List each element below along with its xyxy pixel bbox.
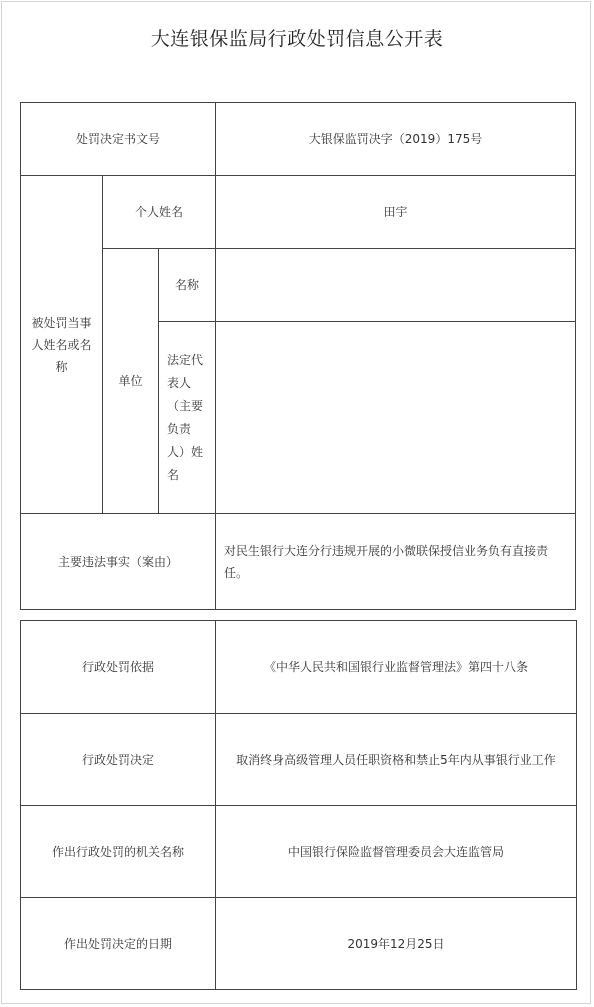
individual-name-value: 田宇 — [216, 176, 576, 249]
violation-label: 主要违法事实（案由） — [21, 514, 216, 610]
party-label: 被处罚当事人姓名或名称 — [21, 176, 103, 514]
decision-doc-no-label: 处罚决定书文号 — [21, 103, 216, 176]
penalty-info-table-bottom — [20, 620, 577, 990]
unit-name-value — [216, 249, 576, 322]
violation-value: 对民生银行大连分行违规开展的小微联保授信业务负有直接责任。 — [216, 514, 576, 610]
table-row — [21, 806, 577, 898]
legal-rep-value — [216, 322, 576, 514]
decision-value: 取消终身高级管理人员任职资格和禁止5年内从事银行业工作 — [216, 714, 577, 806]
table-row — [21, 621, 577, 714]
unit-name-label: 名称 — [159, 249, 216, 322]
authority-label: 作出行政处罚的机关名称 — [21, 806, 216, 898]
legal-rep-label: 法定代表人（主要负责人）姓名 — [159, 322, 216, 514]
date-label: 作出处罚决定的日期 — [21, 898, 216, 990]
basis-label: 行政处罚依据 — [21, 621, 216, 714]
table-row — [21, 514, 576, 610]
decision-doc-no-value: 大银保监罚决字（2019）175号 — [216, 103, 576, 176]
unit-label: 单位 — [103, 249, 159, 514]
decision-label: 行政处罚决定 — [21, 714, 216, 806]
table-row — [21, 898, 577, 990]
page-title: 大连银保监局行政处罚信息公开表 — [150, 28, 444, 50]
date-value: 2019年12月25日 — [216, 898, 577, 990]
individual-name-label: 个人姓名 — [103, 176, 216, 249]
authority-value: 中国银行保险监督管理委员会大连监管局 — [216, 806, 577, 898]
table-row — [21, 176, 576, 249]
table-row — [21, 103, 576, 176]
penalty-info-table-top — [20, 102, 576, 610]
basis-value: 《中华人民共和国银行业监督管理法》第四十八条 — [216, 621, 577, 714]
table-row — [21, 714, 577, 806]
table-row — [21, 249, 576, 322]
